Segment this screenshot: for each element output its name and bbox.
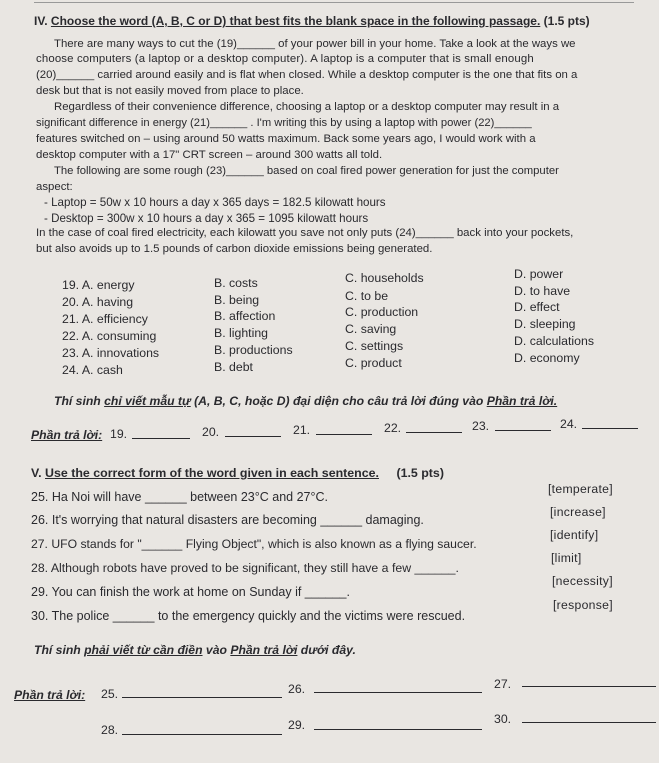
option-19-b: B. costs [214,276,258,290]
answer-28-blank[interactable] [122,734,282,735]
item-26: 26. It's worrying that natural disasters are becoming ______ damaging. [31,513,424,527]
option-22-a: 22. A. consuming [62,329,157,343]
option-19-a: 19. A. energy [62,278,135,292]
answer-26-num: 26. [288,682,306,696]
p4-line-2: but also avoids up to 1.5 pounds of carbon dioxide emissions being generated. [36,243,433,255]
instr4-d: Phần trả lời. [486,394,558,408]
p2-line-1: Regardless of their convenience difference, choosing a laptop or a desktop computer may result in a [54,101,560,113]
hint-27: [identify] [550,528,599,542]
top-rule [34,2,634,3]
hint-29: [necessity] [552,574,613,588]
instr4-a: Thí sinh [54,394,105,408]
answer-21-blank[interactable] [316,434,372,435]
instr5-d: Phần trả lời [230,643,298,657]
option-20-d: D. to have [514,284,571,298]
calc-laptop: - Laptop = 50w x 10 hours a day x 365 days = 182.5 kilowatt hours [44,196,386,209]
p1-line-1: There are many ways to cut the (19)______ of your power bill in your home. Take a look at the ways we [54,38,576,50]
option-22-c: C. saving [345,322,397,336]
option-23-d: D. calculations [514,334,594,348]
instr5-a: Thí sinh [34,643,85,657]
answer-23-num: 23. [472,419,490,433]
item-25: 25. Ha Noi will have ______ between 23°C and 27°C. [31,490,328,504]
option-22-d: D. sleeping [514,317,576,331]
instr4-b: chỉ viết mẫu tự [104,394,191,408]
answer-19-num: 19. [110,427,128,441]
answer-24-blank[interactable] [582,428,638,429]
section5-points: (1.5 pts) [396,466,444,480]
answer-28-num: 28. [101,723,119,737]
section5-instruction [34,643,356,657]
p3-line-1: The following are some rough (23)______ based on coal fired power generation for just the computer [54,165,559,177]
option-24-a: 24. A. cash [62,363,123,377]
option-21-a: 21. A. efficiency [62,312,148,326]
section4-answer-label: Phần trả lời: [31,428,103,442]
section4-points: (1.5 pts) [543,14,590,28]
answer-29-num: 29. [288,718,306,732]
p1-line-4: desk but that is not easily moved from place to place. [36,85,304,97]
option-21-d: D. effect [514,300,560,314]
answer-23-blank[interactable] [495,430,551,431]
answer-26-blank[interactable] [314,692,482,693]
option-23-a: 23. A. innovations [62,346,160,360]
instr5-e: dưới đây. [297,643,356,657]
answer-27-blank[interactable] [522,686,656,687]
option-20-a: 20. A. having [62,295,134,309]
item-29: 29. You can finish the work at home on Sunday if ______. [31,585,350,599]
p2-line-4: desktop computer with a 17" CRT screen – around 300 watts all told. [36,149,383,161]
section4-heading [34,14,590,28]
p1-line-2: choose computers (a laptop or a desktop computer). A laptop is a computer that is small enough [36,53,534,65]
hint-26: [increase] [550,505,606,519]
section5-label: V. [31,466,42,480]
answer-25-blank[interactable] [122,697,282,698]
option-20-c: C. to be [345,289,389,303]
section5-answer-label: Phần trả lời: [14,688,86,702]
section5-heading [31,466,444,480]
answer-30-blank[interactable] [522,722,656,723]
option-21-c: C. production [345,305,419,319]
answer-22-num: 22. [384,421,402,435]
item-27: 27. UFO stands for "______ Flying Object", which is also known as a flying saucer. [31,537,477,551]
item-28: 28. Although robots have proved to be significant, they still have a few ______. [31,561,459,575]
option-22-b: B. lighting [214,326,269,340]
option-19-c: C. households [345,271,424,285]
answer-21-num: 21. [293,423,311,437]
hint-28: [limit] [551,551,582,565]
answer-29-blank[interactable] [314,729,482,730]
hint-25: [temperate] [548,482,613,496]
option-20-b: B. being [214,293,260,307]
p2-line-3: features switched on – using around 50 watts maximum. Back some years ago, I would work with a [36,133,536,145]
p4-line-1: In the case of coal fired electricity, each kilowatt you save not only puts (24)______ back into your pockets, [36,227,574,239]
p3-line-2: aspect: [36,181,73,193]
p1-line-3: (20)______ carried around easily and is flat when closed. While a desktop computer is the one that fits on a [36,69,578,81]
option-23-b: B. productions [214,343,293,357]
p2-line-2: significant difference in energy (21)______ . I'm writing this by using a laptop with power (22)______ [36,117,532,129]
section5-heading-text: Use the correct form of the word given in each sentence. [45,466,379,480]
answer-30-num: 30. [494,712,512,726]
item-30: 30. The police ______ to the emergency quickly and the victims were rescued. [31,609,466,623]
calc-desktop: - Desktop = 300w x 10 hours a day x 365 = 1095 kilowatt hours [44,212,369,225]
section4-instruction [54,394,557,408]
option-21-b: B. affection [214,309,276,323]
option-19-d: D. power [514,267,564,281]
instr4-c: (A, B, C, hoặc D) đại diện cho câu trả lời đúng vào [190,394,487,408]
hint-30: [response] [553,598,613,612]
section4-heading-text: Choose the word (A, B, C or D) that best fits the blank space in the following passage. [50,14,541,28]
section4-label: IV. [34,14,48,28]
option-24-b: B. debt [214,360,253,374]
option-24-d: D. economy [514,351,580,365]
instr5-b: phải viết từ cần điền [84,643,203,657]
option-24-c: C. product [345,356,402,370]
answer-25-num: 25. [101,687,119,701]
answer-19-blank[interactable] [132,438,190,439]
answer-27-num: 27. [494,677,512,691]
answer-20-num: 20. [202,425,220,439]
answer-22-blank[interactable] [406,432,462,433]
answer-20-blank[interactable] [225,436,281,437]
instr5-c: vào [202,643,231,657]
answer-24-num: 24. [560,417,578,431]
option-23-c: C. settings [345,339,404,353]
